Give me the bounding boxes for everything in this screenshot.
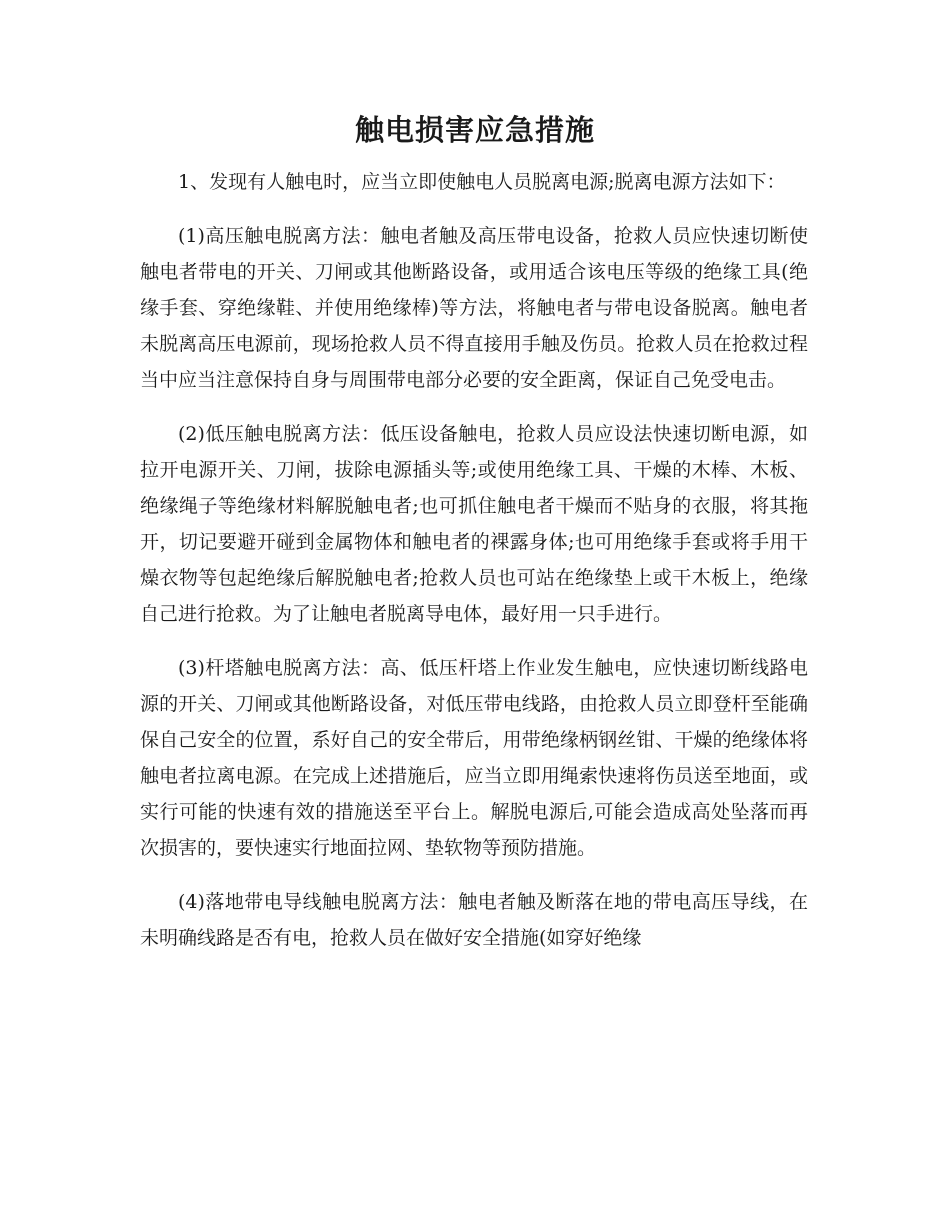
paragraph-fallen-wire: (4)落地带电导线触电脱离方法：触电者触及断落在地的带电高压导线，在未明确线路是否有电，抢救人员在做好安全措施(如穿好绝缘 (140, 891, 808, 949)
paragraph-intro: 1、发现有人触电时，应当立即使触电人员脱离电源;脱离电源方法如下： (178, 171, 786, 193)
paragraph-low-voltage: (2)低压触电脱离方法：低压设备触电，抢救人员应设法快速切断电源，如拉开电源开关、刀闸，拔除电源插头等;或使用绝缘工具、干燥的木棒、木板、绝缘绳子等绝缘材料解脱触电者;也可抓住触电者干燥而不贴身的衣服，将其拖开，切记要避开碰到金属物体和触电者的裸露身体;也可用绝缘手套或将手用干燥衣物等包起绝缘后解脱触电者;抢救人员也可站在绝缘垫上或干木板上，绝缘自己进行抢救。为了让触电者脱离导电体，最好用一只手进行。 (140, 423, 808, 625)
document-body (140, 164, 808, 974)
paragraph-pole-tower: (3)杆塔触电脱离方法：高、低压杆塔上作业发生触电，应快速切断线路电源的开关、刀闸或其他断路设备，对低压带电线路，由抢救人员立即登杆至能确保自己安全的位置，系好自己的安全带后，用带绝缘柄钢丝钳、干燥的绝缘体将触电者拉离电源。在完成上述措施后，应当立即用绳索快速将伤员送至地面，或实行可能的快速有效的措施送至平台上。解脱电源后,可能会造成高处坠落而再次损害的，要快速实行地面拉网、垫软物等预防措施。 (140, 657, 808, 859)
paragraph-high-voltage: (1)高压触电脱离方法：触电者触及高压带电设备，抢救人员应快速切断使触电者带电的开关、刀闸或其他断路设备，或用适合该电压等级的绝缘工具(绝缘手套、穿绝缘鞋、并使用绝缘棒)等方法，将触电者与带电设备脱离。触电者未脱离高压电源前，现场抢救人员不得直接用手触及伤员。抢救人员在抢救过程当中应当注意保持自身与周围带电部分必要的安全距离，保证自己免受电击。 (140, 225, 808, 391)
document-title: 触电损害应急措施 (354, 113, 595, 147)
